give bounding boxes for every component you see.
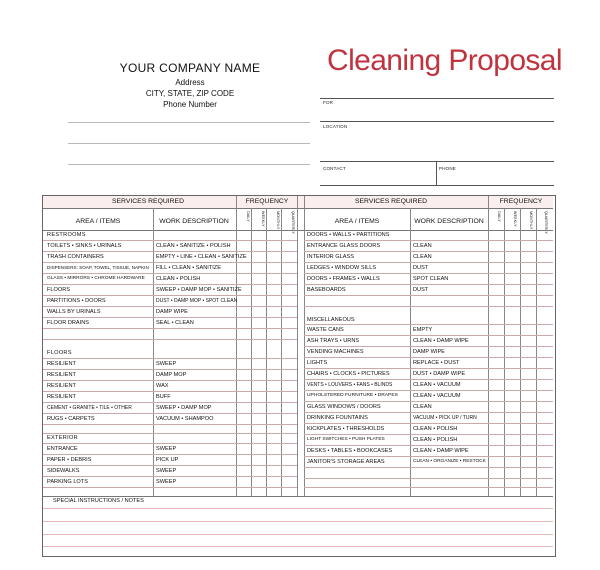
row-divider xyxy=(304,390,553,391)
work-cell: DAMP WIPE xyxy=(413,349,445,355)
work-cell: SPOT CLEAN xyxy=(413,276,449,282)
contact-field[interactable] xyxy=(320,185,554,186)
work-cell: DAMP MOP xyxy=(156,372,187,378)
row-divider xyxy=(304,423,553,424)
row-divider xyxy=(304,487,553,488)
row-divider xyxy=(43,339,297,340)
work-cell: SWEEP xyxy=(156,479,177,485)
row-divider xyxy=(304,379,553,380)
work-cell: DAMP WIPE xyxy=(156,309,188,315)
for-label: FOR xyxy=(323,100,334,105)
freq-weekly-right: WEEKLY xyxy=(513,211,517,227)
work-cell: EMPTY • LINE • CLEAN • SANITIZE xyxy=(156,254,247,260)
area-cell: DRINKING FOUNTAINS xyxy=(307,415,368,421)
row-divider xyxy=(304,295,553,296)
row-divider xyxy=(304,262,553,263)
company-city: CITY, STATE, ZIP CODE xyxy=(145,89,235,98)
company-block xyxy=(70,60,310,110)
work-cell: EMPTY xyxy=(413,327,433,333)
freq-daily-left: DAILY xyxy=(246,211,250,222)
work-cell: SEAL • CLEAN xyxy=(156,320,194,326)
for-field-top xyxy=(320,98,554,99)
area-cell: TOILETS • SINKS • URINALS xyxy=(47,243,122,249)
freq-monthly-left: MONTHLY xyxy=(276,211,280,230)
row-divider xyxy=(304,306,553,307)
row-divider xyxy=(304,284,553,285)
row-divider xyxy=(304,251,553,252)
work-cell: SWEEP xyxy=(156,361,177,367)
work-description-header-left: WORK DESCRIPTION xyxy=(159,218,229,225)
row-divider xyxy=(304,401,553,402)
notes-line[interactable] xyxy=(43,508,553,509)
section-exterior: EXTERIOR xyxy=(47,435,78,441)
work-cell: DUST xyxy=(413,265,429,271)
services-required-header-left: SERVICES REQUIRED xyxy=(111,198,184,205)
area-cell: UPHOLSTERED FURNITURE • DRAPES xyxy=(307,393,398,398)
work-cell: VACUUM • PICK UP / TURN xyxy=(413,415,477,421)
area-cell: JANITOR'S STORAGE AREAS xyxy=(307,459,385,465)
row-divider xyxy=(43,413,297,414)
notes-line[interactable] xyxy=(43,546,553,547)
row-divider xyxy=(304,324,553,325)
row-divider xyxy=(43,240,297,241)
work-cell: CLEAN xyxy=(413,404,432,410)
row-divider xyxy=(304,467,553,468)
location-label: LOCATION xyxy=(323,124,348,129)
area-cell: TRASH CONTAINERS xyxy=(47,254,104,260)
work-cell: PICK UP xyxy=(156,457,179,463)
area-cell: WALLS BY URINALS xyxy=(47,309,101,315)
row-divider xyxy=(304,434,553,435)
work-cell: CLEAN • DAMP WIPE xyxy=(413,448,469,454)
area-cell: RESILIENT xyxy=(47,383,76,389)
work-cell: SWEEP • DAMP MOP xyxy=(156,405,212,411)
area-cell: LIGHT SWITCHES • PUSH PLATES xyxy=(307,437,385,442)
work-cell: CLEAN • POLISH xyxy=(156,276,201,282)
area-cell: PARTITIONS • DOORS xyxy=(47,298,106,304)
company-phone: Phone Number xyxy=(163,100,217,109)
area-cell: INTERIOR GLASS xyxy=(307,254,354,260)
area-cell: ASH TRAYS • URNS xyxy=(307,338,360,344)
row-divider xyxy=(43,454,297,455)
row-divider xyxy=(43,328,297,329)
work-cell: REPLACE • DUST xyxy=(413,360,460,366)
area-cell: VENTS • LOUVERS • FANS • BLINDS xyxy=(307,382,393,388)
company-address: Address xyxy=(175,78,205,87)
area-cell: LEDGES • WINDOW SILLS xyxy=(307,265,377,271)
work-cell: DUST • DAMP MOP • SPOT CLEAN xyxy=(156,298,238,304)
work-cell: VACUUM • SHAMPOO xyxy=(156,416,214,422)
row-divider xyxy=(43,251,297,252)
phone-label: PHONE xyxy=(439,166,457,171)
contact-label: CONTACT xyxy=(323,166,346,171)
location-field[interactable] xyxy=(320,161,554,162)
row-divider xyxy=(43,358,297,359)
row-divider xyxy=(43,369,297,370)
row-divider xyxy=(304,273,553,274)
row-divider xyxy=(304,346,553,347)
work-cell: SWEEP • DAMP MOP • SANITIZE xyxy=(156,287,242,293)
row-divider xyxy=(43,262,297,263)
area-cell: BASEBOARDS xyxy=(307,287,346,293)
page-title: Cleaning Proposal xyxy=(327,44,562,77)
area-items-header-left: AREA / ITEMS xyxy=(75,218,121,225)
row-divider xyxy=(43,380,297,381)
row-divider xyxy=(43,273,297,274)
area-cell: DOORS • FRAMES • WALLS xyxy=(307,276,380,282)
area-cell: CEMENT • GRANITE • TILE • OTHER xyxy=(47,405,132,411)
area-cell: WASTE CANS xyxy=(307,327,344,333)
row-divider xyxy=(43,476,297,477)
freq-weekly-left: WEEKLY xyxy=(261,211,265,227)
work-cell: DUST xyxy=(413,287,429,293)
work-cell: CLEAN • VACUUM xyxy=(413,393,461,399)
row-divider xyxy=(304,240,553,241)
area-cell: FLOORS xyxy=(47,287,71,293)
area-cell: LIGHTS xyxy=(307,360,328,366)
area-cell: CHAIRS • CLOCKS • PICTURES xyxy=(307,371,390,377)
area-cell: VENDING MACHINES xyxy=(307,349,364,355)
notes-line[interactable] xyxy=(43,534,553,535)
work-cell: CLEAN • POLISH xyxy=(413,437,458,443)
col-line xyxy=(297,196,298,497)
row-divider xyxy=(43,284,297,285)
area-items-header-right: AREA / ITEMS xyxy=(334,218,380,225)
area-cell: SIDEWALKS xyxy=(47,468,80,474)
services-required-header-right: SERVICES REQUIRED xyxy=(354,198,427,205)
freq-daily-right: DAILY xyxy=(497,211,501,222)
work-cell: CLEAN xyxy=(413,243,432,249)
work-cell: CLEAN • VACUUM xyxy=(413,382,461,388)
row-divider xyxy=(43,443,297,444)
area-cell: DESKS • TABLES • BOOKCASES xyxy=(307,448,393,454)
special-instructions-label: SPECIAL INSTRUCTIONS / NOTES xyxy=(53,498,144,504)
subheader-divider xyxy=(43,230,553,231)
row-divider xyxy=(43,465,297,466)
row-divider xyxy=(43,391,297,392)
company-line-3 xyxy=(68,164,310,165)
area-cell: KICKPLATES • THRESHOLDS xyxy=(307,426,385,432)
contact-phone-divider xyxy=(436,161,437,185)
area-cell: DISPENSERS: SOAP, TOWEL, TISSUE, NAPKIN xyxy=(47,265,149,270)
area-cell: RESILIENT xyxy=(47,361,76,367)
work-cell: SWEEP xyxy=(156,446,177,452)
row-divider xyxy=(43,487,297,488)
row-divider xyxy=(43,306,297,307)
row-divider xyxy=(304,456,553,457)
section-floors: FLOORS xyxy=(47,350,72,356)
work-cell: CLEAN • SANITIZE • POLISH xyxy=(156,243,231,249)
frequency-header-left: FREQUENCY xyxy=(245,198,289,205)
area-cell: RUGS • CARPETS xyxy=(47,416,95,422)
work-cell: CLEAN • POLISH xyxy=(413,426,458,432)
row-divider xyxy=(304,478,553,479)
row-divider xyxy=(43,317,297,318)
work-cell: BUFF xyxy=(156,394,171,400)
freq-quarterly-right: QUARTERLY xyxy=(544,211,548,234)
row-divider xyxy=(304,368,553,369)
row-divider xyxy=(304,412,553,413)
work-description-header-right: WORK DESCRIPTION xyxy=(414,218,484,225)
area-cell: FLOOR DRAINS xyxy=(47,320,89,326)
freq-quarterly-left: QUARTERLY xyxy=(291,211,295,234)
area-cell: PARKING LOTS xyxy=(47,479,88,485)
row-divider xyxy=(43,295,297,296)
row-divider xyxy=(43,424,297,425)
row-divider xyxy=(304,335,553,336)
work-cell: FILL • CLEAN • SANITIZE xyxy=(156,265,221,271)
section-miscellaneous: MISCELLANEOUS xyxy=(307,317,355,323)
company-line-1 xyxy=(68,122,310,123)
area-cell: RESILIENT xyxy=(47,394,76,400)
area-cell: ENTRANCE xyxy=(47,446,78,452)
notes-line[interactable] xyxy=(43,521,553,522)
col-line xyxy=(236,196,237,497)
work-cell: CLEAN • ORGANIZE • RESTOCK xyxy=(413,459,486,464)
work-cell: CLEAN xyxy=(413,254,432,260)
section-doors-walls: DOORS • WALLS • PARTITIONS xyxy=(307,232,390,238)
freq-monthly-right: MONTHLY xyxy=(529,211,533,230)
for-field[interactable] xyxy=(320,121,554,122)
work-cell: CLEAN • DAMP WIPE xyxy=(413,338,469,344)
area-cell: PAPER • DEBRIS xyxy=(47,457,92,463)
frequency-header-right: FREQUENCY xyxy=(499,198,543,205)
area-cell: GLASS • MIRRORS • CHROME HARDWARE xyxy=(47,276,145,281)
area-cell: GLASS WINDOWS / DOORS xyxy=(307,404,381,410)
area-cell: ENTRANCE GLASS DOORS xyxy=(307,243,381,249)
section-restrooms: RESTROOMS xyxy=(47,232,86,238)
row-divider xyxy=(43,402,297,403)
header-divider xyxy=(43,208,553,209)
work-cell: SWEEP xyxy=(156,468,177,474)
work-cell: DUST • DAMP WIPE xyxy=(413,371,466,377)
row-divider xyxy=(304,445,553,446)
company-line-2 xyxy=(68,143,310,144)
area-cell: RESILIENT xyxy=(47,372,76,378)
row-divider xyxy=(43,433,297,434)
row-divider xyxy=(304,357,553,358)
company-name: YOUR COMPANY NAME xyxy=(119,61,261,75)
work-cell: WAX xyxy=(156,383,169,389)
